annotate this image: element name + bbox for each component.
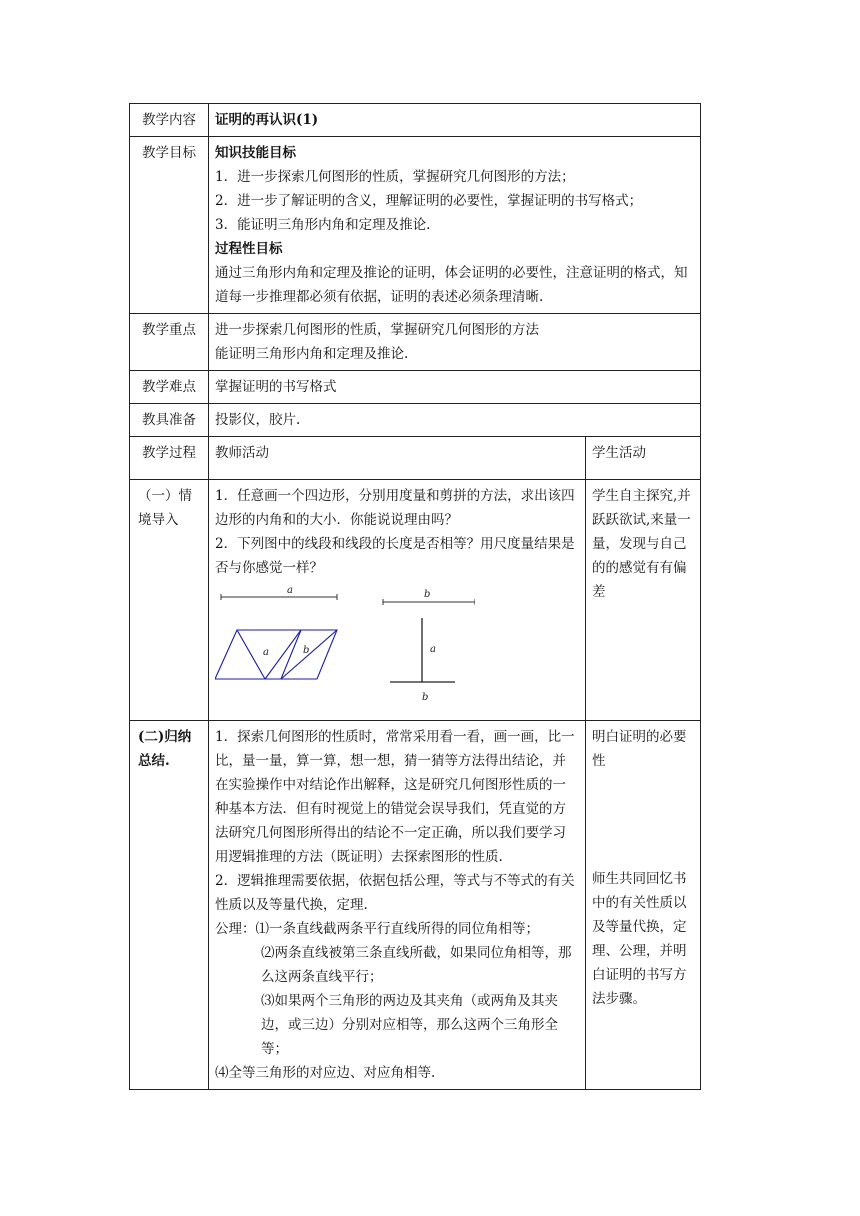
t-figure (390, 618, 455, 682)
axiom-3: ⑶如果两个三角形的两边及其夹角（或两角及其夹边，或三边）分别对应相等，那么这两个三角形全等； (261, 993, 558, 1057)
line-illusion-figure (215, 582, 579, 710)
label-process: 教学过程 (130, 437, 209, 480)
row-key-points (130, 314, 701, 371)
difficulty-text: 掌握证明的书写格式 (209, 371, 701, 404)
knowledge-title: 知识技能目标 (215, 145, 296, 161)
label-difficulty: 教学难点 (130, 371, 209, 404)
goals-cell (209, 137, 701, 314)
stage2-teacher-cell (209, 721, 586, 1090)
tools-text: 投影仪，胶片. (209, 404, 701, 437)
knowledge-item-1: 1．进一步探索几何图形的性质，掌握研究几何图形的方法； (215, 169, 575, 185)
illusion-diagram (215, 582, 475, 710)
row-difficulty (130, 371, 701, 404)
label-a-right: a (430, 644, 436, 655)
label-tools: 教具准备 (130, 404, 209, 437)
row-goals (130, 137, 701, 314)
lesson-plan-table (129, 103, 701, 1090)
stage2-student-cell (586, 721, 701, 1090)
stage1-item-1: 1．任意画一个四边形，分别用度量和剪拼的方法，求出该四边形的内角和的大小．你能说说理由吗？ (215, 488, 575, 528)
stage2-paragraph-1: 1．探索几何图形的性质时，常常采用看一看，画一画，比一比，量一量，算一算，想一想，猜一猜等方法得出结论，并在实验操作中对结论作出解释，这是研究几何图形性质的一种基本方法．但有时视觉上的错觉会误导我们，凭直觉的方法研究几何图形所得出的结论不一定正确，所以我们要学习用逻辑推理的方法（既证明）去探索图形的性质. (215, 729, 575, 865)
process-text: 通过三角形内角和定理及推论的证明，体会证明的必要性，注意证明的格式，知道每一步推理都必须有依据，证明的表述必须条理清晰. (215, 265, 688, 305)
row-content (130, 104, 701, 137)
label-stage1: （一）情境导入 (130, 480, 209, 721)
row-tools (130, 404, 701, 437)
label-b-left: b (303, 645, 310, 656)
label-stage2: (二)归纳总结. (130, 721, 209, 1090)
label-content: 教学内容 (130, 104, 209, 137)
stage1-teacher-cell (209, 480, 586, 721)
left-segment-a (221, 594, 337, 600)
key-point-1: 进一步探索几何图形的性质，掌握研究几何图形的方法 (215, 322, 539, 338)
row-stage2 (130, 721, 701, 1090)
row-stage1 (130, 480, 701, 721)
knowledge-item-3: 3．能证明三角形内角和定理及推论. (215, 217, 431, 233)
label-a-top: a (287, 585, 293, 596)
axiom-2: ⑵两条直线被第三条直线所截，如果同位角相等，那么这两条直线平行； (261, 945, 572, 985)
label-b-right-top: b (424, 589, 431, 600)
knowledge-item-2: 2．进一步了解证明的含义，理解证明的必要性，掌握证明的书写格式； (215, 193, 643, 209)
lesson-title: 证明的再认识(1) (209, 104, 701, 137)
process-title: 过程性目标 (215, 241, 283, 257)
key-point-2: 能证明三角形内角和定理及推论. (215, 346, 409, 362)
header-student: 学生活动 (586, 437, 701, 480)
row-process-header (130, 437, 701, 480)
label-a-left: a (263, 647, 269, 658)
stage2-paragraph-2: 2．逻辑推理需要依据，依据包括公理，等式与不等式的有关性质以及等量代换，定理. (215, 873, 575, 913)
label-b-right-bottom: b (422, 692, 429, 703)
axiom-4: ⑷全等三角形的对应边、对应角相等. (215, 1065, 436, 1081)
label-key-points: 教学重点 (130, 314, 209, 371)
key-points-cell (209, 314, 701, 371)
axiom-1: 公理：⑴一条直线截两条平行直线所得的同位角相等； (215, 921, 539, 937)
stage2-student-1: 明白证明的必要性 (592, 729, 687, 769)
header-teacher: 教师活动 (209, 437, 586, 480)
stage1-student: 学生自主探究,并跃跃欲试,来量一量，发现与自己的的感觉有有偏差 (586, 480, 701, 721)
parallelogram (215, 630, 337, 679)
stage1-item-2: 2．下列图中的线段和线段的长度是否相等？用尺度量结果是否与你感觉一样？ (215, 536, 575, 576)
label-goals: 教学目标 (130, 137, 209, 314)
stage2-student-2: 师生共同回忆书中的有关性质以及等量代换，定理、公理，并明白证明的书写方法步骤。 (592, 871, 687, 1007)
